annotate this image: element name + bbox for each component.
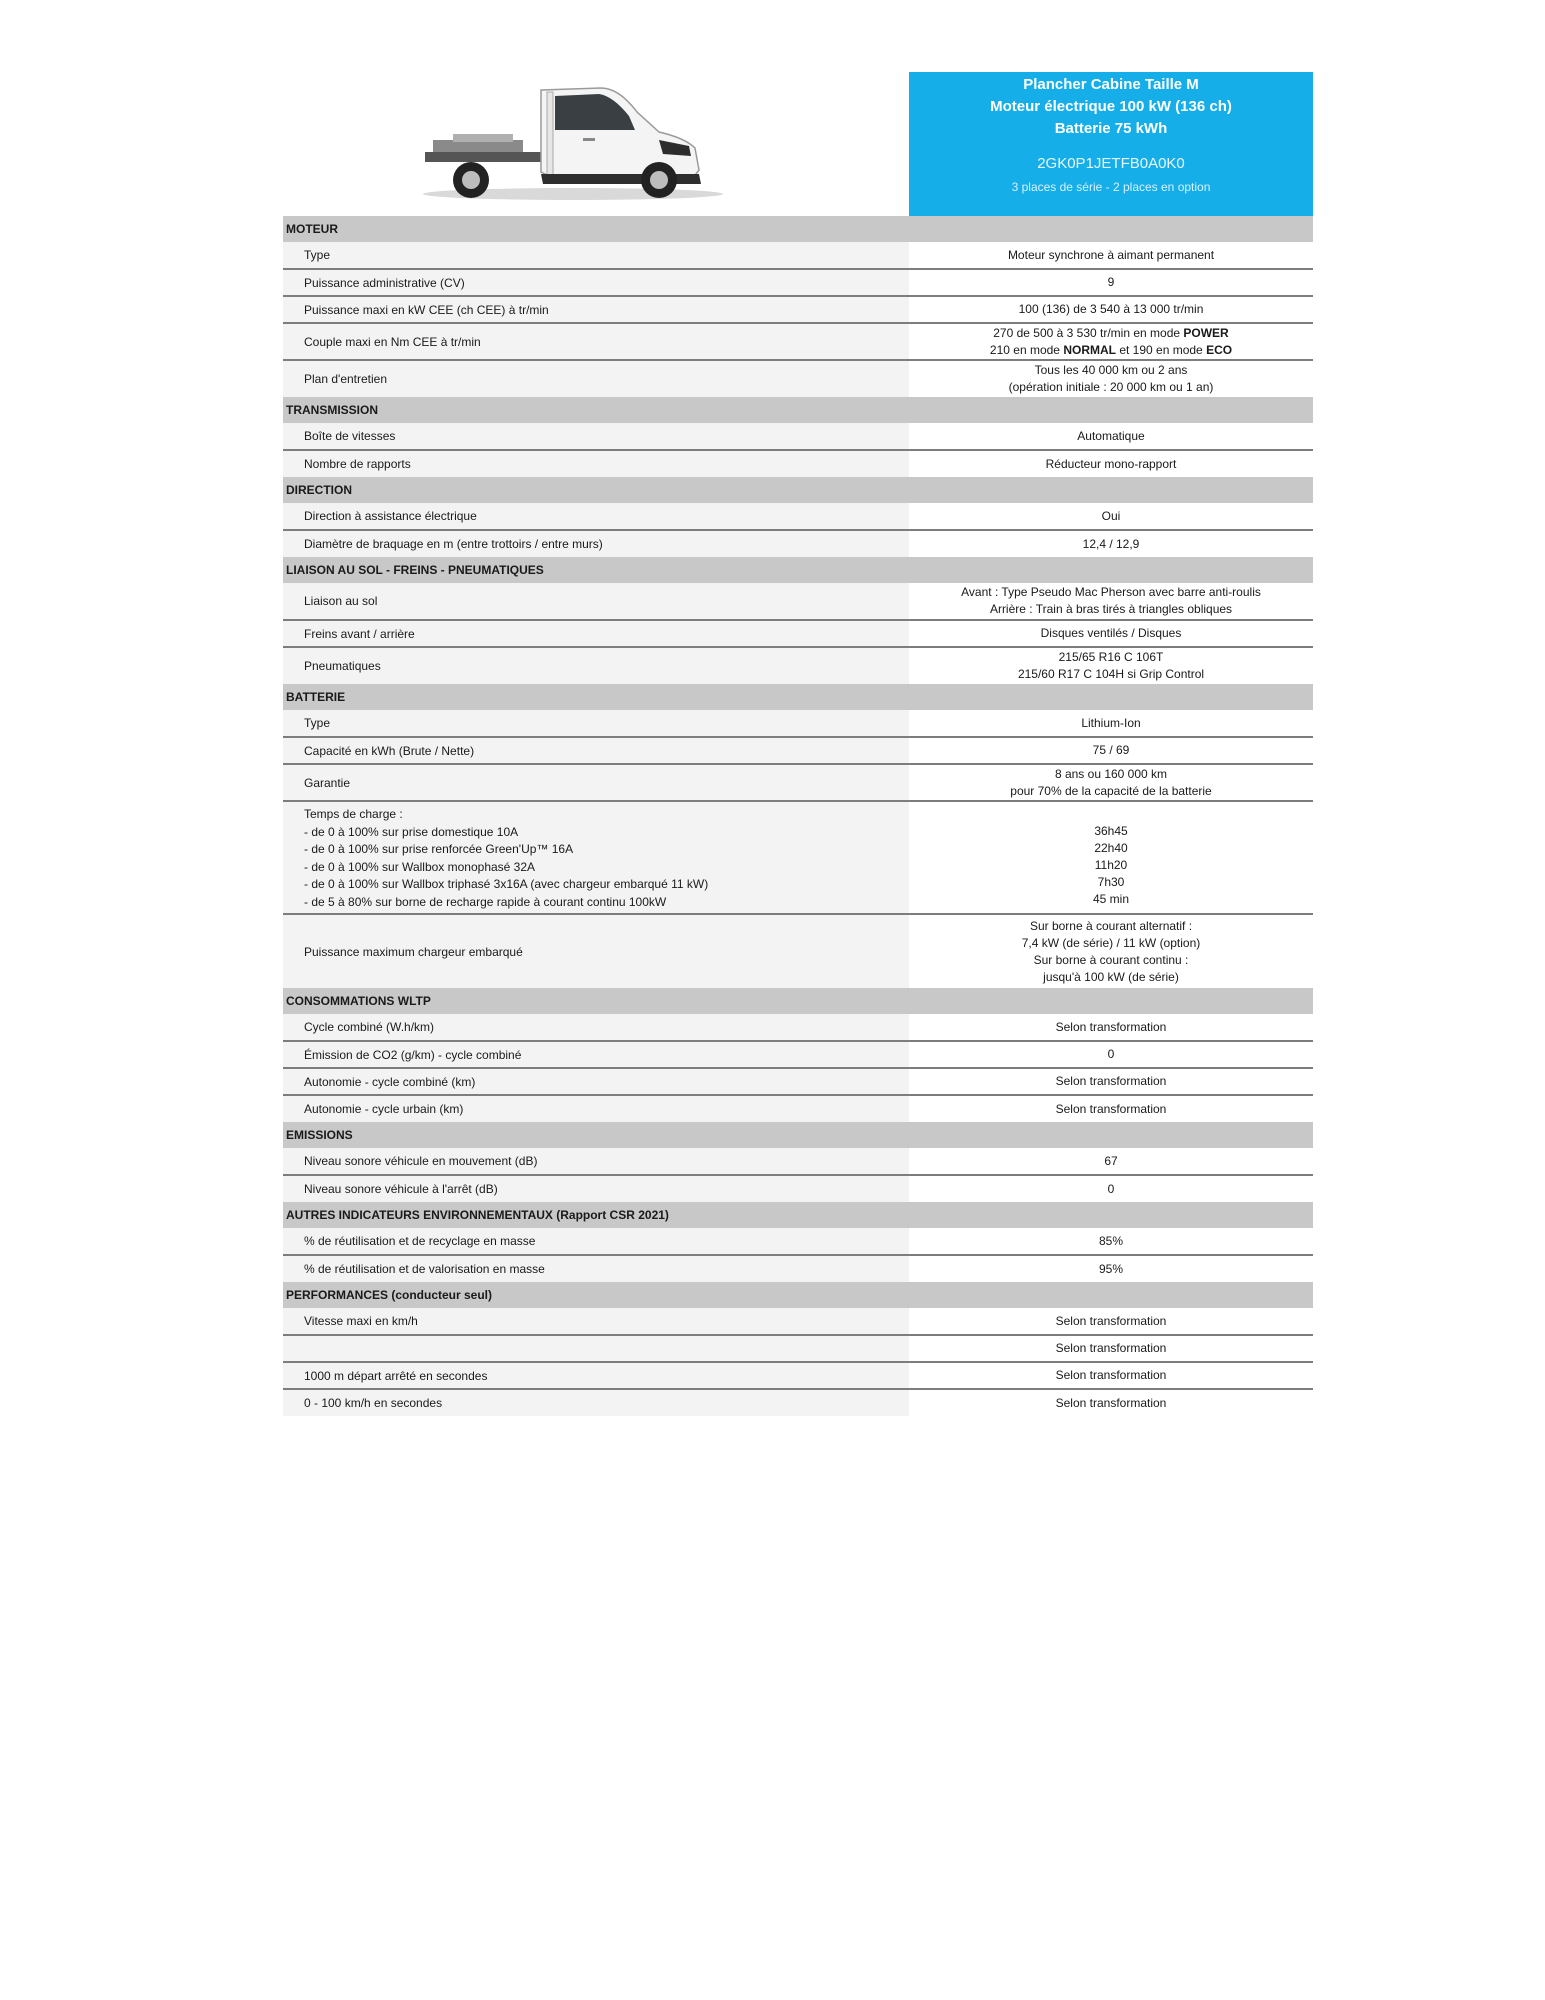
spec-value: Selon transformation [909, 1362, 1313, 1389]
spec-row [283, 296, 1313, 323]
seats-note: 3 places de série - 2 places en option [1011, 180, 1211, 194]
charge-time-row [283, 801, 1313, 914]
spec-label: Cycle combiné (W.h/km) [283, 1014, 909, 1041]
spec-row [283, 530, 1313, 557]
spec-label: Vitesse maxi en km/h [283, 1308, 909, 1335]
spec-row [283, 503, 1313, 530]
spec-row [283, 269, 1313, 296]
spec-row [283, 1175, 1313, 1202]
spec-row [283, 1335, 1313, 1362]
spec-label: Boîte de vitesses [283, 423, 909, 450]
spec-value: 0 [909, 1041, 1313, 1068]
spec-value: Tous les 40 000 km ou 2 ans (opération initiale : 20 000 km ou 1 an) [909, 360, 1313, 397]
spec-value: 0 [909, 1175, 1313, 1202]
section-header-environment: AUTRES INDICATEURS ENVIRONNEMENTAUX (Rapport CSR 2021) [283, 1202, 1313, 1228]
spec-row [283, 1362, 1313, 1389]
spec-label: Freins avant / arrière [283, 620, 909, 647]
spec-value: 100 (136) de 3 540 à 13 000 tr/min [909, 296, 1313, 323]
spec-row [283, 242, 1313, 269]
spec-row [283, 710, 1313, 737]
model-header-box [909, 72, 1313, 216]
spec-label: % de réutilisation et de recyclage en masse [283, 1228, 909, 1255]
spec-row [283, 583, 1313, 620]
spec-value: 85% [909, 1228, 1313, 1255]
spec-table [283, 216, 1313, 1416]
spec-row [283, 1148, 1313, 1175]
charge-label: - de 0 à 100% sur prise renforcée Green'Up™ 16A [304, 842, 574, 856]
spec-label: Type [283, 710, 909, 737]
spec-label: Niveau sonore véhicule en mouvement (dB) [283, 1148, 909, 1175]
spec-label: Capacité en kWh (Brute / Nette) [283, 737, 909, 764]
model-code: 2GK0P1JETFB0A0K0 [1037, 155, 1185, 172]
spec-row [283, 914, 1313, 988]
spec-value: Oui [909, 503, 1313, 530]
section-header-batterie: BATTERIE [283, 684, 1313, 710]
spec-label: 1000 m départ arrêté en secondes [283, 1362, 909, 1389]
spec-row [283, 737, 1313, 764]
spec-label: Type [283, 242, 909, 269]
spec-row [283, 450, 1313, 477]
charge-value: 45 min [1092, 892, 1130, 906]
charge-label: - de 0 à 100% sur Wallbox triphasé 3x16A (avec chargeur embarqué 11 kW) [304, 877, 709, 891]
charge-label: - de 0 à 100% sur prise domestique 10A [304, 824, 519, 839]
spec-value: Réducteur mono-rapport [909, 450, 1313, 477]
charge-time-values [909, 801, 1313, 914]
spec-row [283, 423, 1313, 450]
spec-label: Niveau sonore véhicule à l'arrêt (dB) [283, 1175, 909, 1202]
section-header-liaison: LIAISON AU SOL - FREINS - PNEUMATIQUES [283, 557, 1313, 583]
spec-value: Avant : Type Pseudo Mac Pherson avec barre anti-roulis Arrière : Train à bras tirés à triangles obliques [909, 583, 1313, 620]
spec-value: 215/65 R16 C 106T 215/60 R17 C 104H si Grip Control [909, 647, 1313, 684]
spec-row [283, 620, 1313, 647]
spec-value: Selon transformation [909, 1095, 1313, 1122]
spec-value: Sur borne à courant alternatif : 7,4 kW (de série) / 11 kW (option) Sur borne à courant continu : jusqu'à 100 kW (de série) [909, 914, 1313, 988]
spec-label: Liaison au sol [283, 583, 909, 620]
spec-row [283, 1068, 1313, 1095]
spec-row [283, 1308, 1313, 1335]
spec-value: 95% [909, 1255, 1313, 1282]
spec-row [283, 1041, 1313, 1068]
spec-row [283, 764, 1313, 801]
spec-value: 75 / 69 [909, 737, 1313, 764]
charge-value: 22h40 [1094, 841, 1128, 855]
spec-label: % de réutilisation et de valorisation en masse [283, 1255, 909, 1282]
spec-label: Diamètre de braquage en m (entre trottoirs / entre murs) [283, 530, 909, 557]
spec-row [283, 360, 1313, 397]
spec-value: Automatique [909, 423, 1313, 450]
section-header-wltp: CONSOMMATIONS WLTP [283, 988, 1313, 1014]
charge-value: 36h45 [1094, 824, 1128, 838]
spec-value: 270 de 500 à 3 530 tr/min en mode POWER 210 en mode NORMAL et 190 en mode ECO [909, 323, 1313, 360]
spec-label: Puissance maxi en kW CEE (ch CEE) à tr/min [283, 296, 909, 323]
spec-label: Plan d'entretien [283, 360, 909, 397]
charge-label: - de 5 à 80% sur borne de recharge rapide à courant continu 100kW [304, 894, 667, 909]
spec-value: Selon transformation [909, 1068, 1313, 1095]
spec-row [283, 1389, 1313, 1416]
spec-label: Pneumatiques [283, 647, 909, 684]
spec-value: Selon transformation [909, 1389, 1313, 1416]
spec-label: Autonomie - cycle urbain (km) [283, 1095, 909, 1122]
spec-label: Couple maxi en Nm CEE à tr/min [283, 323, 909, 360]
spec-label: Puissance maximum chargeur embarqué [283, 914, 909, 988]
model-title-line-1: Plancher Cabine Taille M [1023, 76, 1199, 93]
charge-value: 7h30 [1097, 875, 1125, 889]
spec-label: Nombre de rapports [283, 450, 909, 477]
spec-value: Moteur synchrone à aimant permanent [909, 242, 1313, 269]
spec-row [283, 1228, 1313, 1255]
van-chassis-cab-image [423, 82, 723, 207]
spec-value: 12,4 / 12,9 [909, 530, 1313, 557]
spec-label: Autonomie - cycle combiné (km) [283, 1068, 909, 1095]
spec-value: Disques ventilés / Disques [909, 620, 1313, 647]
spec-value: 67 [909, 1148, 1313, 1175]
spec-sheet [283, 72, 1313, 1416]
sheet-header [283, 72, 1313, 216]
spec-label: Garantie [283, 764, 909, 801]
spec-label: Direction à assistance électrique [283, 503, 909, 530]
charge-label: - de 0 à 100% sur Wallbox monophasé 32A [304, 859, 536, 874]
spec-value: 8 ans ou 160 000 km pour 70% de la capacité de la batterie [909, 764, 1313, 801]
spec-value: Selon transformation [909, 1014, 1313, 1041]
section-header-direction: DIRECTION [283, 477, 1313, 503]
spec-row [283, 323, 1313, 360]
spec-row [283, 647, 1313, 684]
spec-label: 0 - 100 km/h en secondes [283, 1389, 909, 1416]
spec-label [283, 1335, 909, 1362]
spec-row [283, 1014, 1313, 1041]
spec-value: Selon transformation [909, 1335, 1313, 1362]
model-title-line-3: Batterie 75 kWh [1054, 120, 1168, 137]
spec-value: Lithium-Ion [909, 710, 1313, 737]
spec-label: Puissance administrative (CV) [283, 269, 909, 296]
section-header-emissions: EMISSIONS [283, 1122, 1313, 1148]
section-header-performances: PERFORMANCES (conducteur seul) [283, 1282, 1313, 1308]
spec-value: 9 [909, 269, 1313, 296]
model-title-line-2: Moteur électrique 100 kW (136 ch) [990, 98, 1232, 115]
section-header-transmission: TRANSMISSION [283, 397, 1313, 423]
spec-label: Émission de CO2 (g/km) - cycle combiné [283, 1041, 909, 1068]
charge-value: 11h20 [1094, 858, 1128, 872]
spec-row [283, 1255, 1313, 1282]
spec-value: Selon transformation [909, 1308, 1313, 1335]
spec-row [283, 1095, 1313, 1122]
section-header-moteur: MOTEUR [283, 216, 1313, 242]
charge-time-labels: Temps de charge : - de 0 à 100% sur prise domestique 10A - de 0 à 100% sur prise renforcée Green'Up™ 16A - de 0 à 100% sur Wallbox monophasé 32A - de 0 à 100% sur Wallbox triphasé 3x16A (avec chargeur embarqué 11 kW) - de 5 à 80% sur borne de recharge rapide à courant continu 100kW [283, 801, 909, 914]
